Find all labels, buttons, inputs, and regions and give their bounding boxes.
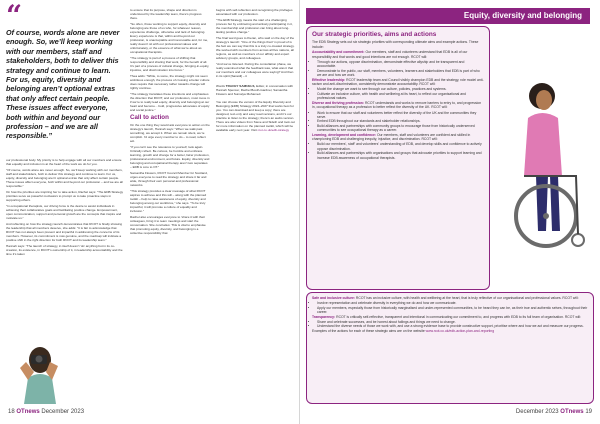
box-intro: The EDB Strategy sets out six strategic priorities with corresponding ultimate aims and example actions. These include: (312, 40, 479, 49)
paragraph: The final word goes to Kieran, who said on the day of the strategy’s launch: "One of the things that I’m proud of is the fact we can say that this is a truly co-created strategy. We worked with members from across all five nations, all regions, as well as members of our affinity and expert advisory groups, and colleagues. (216, 36, 295, 60)
right-footer (516, 408, 592, 416)
left-footer (8, 408, 84, 416)
box-title: Our strategic priorities, aims and actions (312, 31, 437, 38)
priority-diverse-profession: Diverse and thriving profession: RCOT understands and works to remove barriers to entry to, and progression in, occupational therapy as a profession to better reflect the diversity of the UK. RCOT will: (312, 100, 482, 110)
credit-label: Words (216, 84, 225, 88)
priority-list (312, 142, 484, 160)
section-heading-call-to-action: Call to action (130, 114, 169, 121)
author-credit (216, 84, 296, 96)
list-item: • Apply our members, especially those from historically marginalised and under-represented communities, to be heard they can be, as their true and authentic selves, throughout their career. (317, 306, 588, 315)
quote-mark: “ (6, 0, 23, 32)
paragraph: to ensure that its purpose, shape and direction is understood by the leadership team, there’s progress there. (130, 8, 202, 20)
paragraph (216, 100, 296, 132)
pull-quote: Of course, words alone are never enough. So, we’ll keep working with our members, staff and stakeholders, both to deliver this strategy and continue to learn. For us, equity, diversity and belonging aren’t optional extras that only affect certain people. These issues affect everyone, both within and beyond our profession – and we are all responsible.” (6, 28, 120, 141)
section-header: Equity, diversity and belonging (306, 8, 590, 24)
magazine-brand: OTnews (16, 409, 40, 415)
list-item: • Involve representation and celebrate diversity in everything we do and how we communicate. (317, 301, 588, 305)
list-item: • Embed EDB throughout our standards and stakeholder relationships. (317, 119, 484, 123)
paragraph: "In occupational therapists, our driving force is the desire to assist individuals in achieving their collaborative goals and facilitating positive change. Empowerment, open communication, support and personal growth are the concepts that inspire and motivate us." (6, 204, 122, 220)
edb-strategy-link[interactable]: rcot.co.uk/edb-strategy (257, 128, 290, 132)
list-item: • Work to ensure that our staff and volunteers better reflect the diversity of the UK and the communities they serve. (317, 111, 484, 120)
list-item: • Demonstrate to the public, our staff, members, volunteers, learners and stakeholders that EDB is part of who we are and how we work. (317, 69, 484, 78)
paragraph: begins with self-reflection and recognising the privileges associated with our profession. (216, 8, 293, 16)
priority-list (312, 87, 484, 100)
action-plan-link[interactable]: www.rcot.co.uk/edb-action-plan-and-reporting (425, 328, 495, 333)
paragraph: "So often, those working to support equity, diversity and belonging are those of us who, for whatever reason, experience challenge, otherwise and lack of belonging. Every experience is that, within and beyond our profession, is unacceptable and inexcusable and, for me, really doesn’t sit with our professional values and unfortunately, or the essence of what we’re about as occupational therapists. (130, 22, 209, 54)
priority-list (312, 301, 588, 314)
priority-transparency: Transparency: RCOT is critically self-reflective, transparent and intentional in communicating our commitment to, and progress with EDB to its full team of organisation. RCOT will: (312, 314, 581, 319)
wheelchair-user-illustration (496, 26, 594, 290)
paragraph: "This strategy provides a clear message of what RCOT aspires to achieve and this will – along with the planned toolkit – help to raise awareness of equity, diversity and belonging among our workforce," she says. "To be truly impactful, it will promote a culture of equality and inclusion." (130, 189, 207, 213)
issue-date: December 2023 (41, 409, 85, 415)
list-item: • Model the change we want to see through our culture, policies, practices and systems. (317, 87, 484, 91)
list-item: • Through our actions, oppose discrimination, demonstrate effective allyship and be transparent and accountable. (317, 60, 484, 69)
page-number: 19 (585, 409, 592, 415)
paragraph: "The strategy is part of a process of shifting that responsibility and sharing that work, for the benefit of all. It’s part of a process of cultural change, bringing-in-equity, injustice, and discrimination into focus." (130, 56, 210, 72)
credit-name: TRACEY SAMUELS, (225, 84, 256, 88)
paragraph: "Of course, words alone are never enough. So, we’ll keep working with our members, staff and stakeholders, both to deliver this strategy and continue to learn. For us, equity, diversity and belonging aren’t optional extras that only affect certain people. These issues affect everyone, both within and beyond our profession – and we are all responsible." (6, 168, 123, 188)
priority-learning: Learning, development and confidence: Our members, staff and volunteers are confident and skilled in championing EDB and challenging inequity, injustice, and discrimination. RCOT will: (312, 132, 471, 141)
magazine-brand: OTnews (560, 409, 584, 415)
paragraph: Thea adds: "While, to some, the strategy might not seem ambitious enough, the process of crossing a better culture does require that necessary rather towards change will rightly continue. (130, 74, 210, 90)
paragraph: "The strategy translates these intentions and emphasises the direction that RCOT, and our profession, must move in if we’re to really lead equity, diversity and belonging at our heart and become... bold, progressive advocates of equity and social justice." (130, 92, 210, 112)
paragraph: On the one thing they would ask everyone to action on the strategy’s launch, Hannah says: "When we walk past something, we accept it. When we remain silent, we’re complicit. I’d urge every member to do – to read, reflect act. (130, 123, 210, 143)
box-outro: Examples of the actions for each of these strategic aims are on the website www.rcot.co.uk/edb-action-plan-and-reporting (312, 328, 495, 333)
strategic-priorities-box (306, 26, 490, 290)
paragraph: Rachel also encourages everyone to 'share it with their colleagues, bring it to team meetings and start the conversation. She concludes: This is vital to emphasise that promoting equity, diversity, and belonging is a collective responsibility that (130, 215, 206, 235)
priority-list (312, 60, 484, 78)
priority-list (312, 111, 484, 133)
paragraph: On how the priorities are inspiring her to take action, Rachel says: "The EDB Strategy priorities serve as powerful motivators to prompt us to take proactive steps in supporting others. (6, 190, 123, 202)
list-item: • Cultivate an inclusive culture, with health and wellbeing at its heart, to reflect our organisational and professional values. (317, 92, 484, 101)
strategic-priorities-box-continued (306, 292, 594, 404)
paragraph: Hannah says: "The launch of strategy, in itself doesn’t 'do' anything but in its co-creation, its existence, in RCOT’s ownership of it, in leadership accountability and the time it’s taken (6, 244, 123, 256)
paragraph: Samantha Flowers, RCOT Council Member for Scotland, urges everyone to read the strategy and share it far and wide, through their own personal and professional networks. (130, 171, 208, 187)
list-item: • Understand the diverse needs of those we work with, and use a strong evidence base to provide constructive support, prioritise where and how we act and measure our progress. (317, 324, 588, 328)
paragraph: "The EDB Strategy means the start of a challenging process but by embracing and actively participating in it, the membership and profession can bring about long-lasting positive change." (216, 18, 293, 34)
woman-with-camera-illustration (6, 338, 124, 404)
paragraph: "And we’ve listened. During the consultation phase, we really examined what the feedback was, what was it that our members and our colleagues were saying? And then in its spirit [Saraidi] – it (216, 62, 294, 78)
credit-detail: Editor, in conversation with Hannah Spencer, Rachel Booth-Gardner, Samantha Flowers and Sumaiya Mohamed. (216, 84, 293, 96)
issue-date: December 2023 (515, 409, 559, 415)
list-item: • Share and celebrate successes, and be honest about failings and things we need to change. (317, 320, 588, 324)
priority-safe-culture: Safe and inclusive culture: RCOT has an inclusive culture, with health and wellbeing at the heart, that is truly reflective of our organisational and professional values. RCOT will: (312, 296, 579, 300)
paragraph: "If you can’t see the relevance to yourself, look again. Critically reflect. Be curious, be humble and embrace learning, growth and change for a better, fairer profession, professional environment, and future. Equity, diversity and belonging and occupational therapy aren’t two separates – EDB is core to OT." (130, 145, 210, 169)
list-item: • Build our members’, staff’ and volunteers’ understanding of EDB, and develop skills and confidence to actively oppose discrimination. (317, 142, 484, 151)
list-item: • Build alliances and partnerships with community groups to encourage those from historically underserved communities to see occupational therapy as a career. (317, 124, 484, 133)
priority-list (312, 320, 588, 329)
priority-accountability: Accountability and commitment: Our members, staff and volunteers understand that EDB is all of our responsibility and that words and good intentions are not enough. RCOT will: (312, 50, 468, 59)
priority-leadership: Effective leadership: RCOT leadership team and Council visibly champion EDB and the strategy, role model anti-racism and anti-discrimination, consistently demonstrate accountability. RCOT will: (312, 77, 484, 87)
article-column-3 (216, 8, 296, 402)
list-item: • Build alliances and partnerships with organisations and groups that advocate priorities to support learning and increase EDB awareness of occupational therapists. (317, 151, 484, 160)
paragraph: And reflecting on how the strategy launch demonstrates that RCOT is finally showing the leadership that all members deserve, she adds: "It is fair to acknowledge that RCOT has not always been present and impactful in addressing the concerns of its members. However, its commitment is now genuine, and the roadmap will indicate a positive shift in the right direction for both RCOT and its leadership team." (6, 222, 123, 242)
page-number: 18 (8, 409, 15, 415)
right-page (300, 0, 600, 424)
versions-text: You can choose the version of the Equity Diversity and Belonging (EDB) Strategy 2024–2027 that works best for you. You can download and keep a copy; there are designed, text-only and easy read versions, and it’s our practice to listen to the strategy; there’s an audio version. There are also videos from Steve and Sideth and look out for more information on the planned toolkit, which will be available early next year. Visit (216, 100, 295, 132)
paragraph: our professional body. My priority is to help engage with all our members and ensure that equality and inclusion is at the heart of the work we do for you. (6, 158, 122, 166)
article-column-2 (130, 8, 210, 402)
